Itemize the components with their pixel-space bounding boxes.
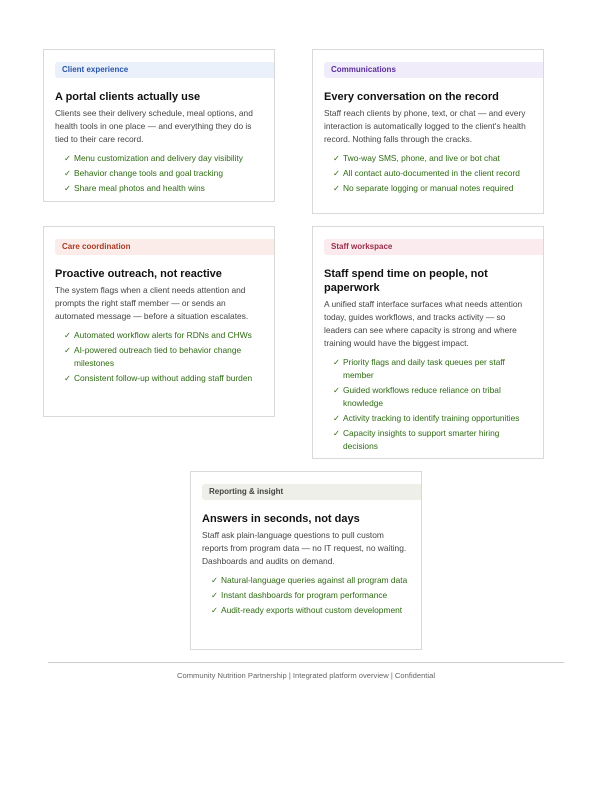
card-reporting-insight: [190, 471, 422, 650]
check-icon: ✓: [333, 183, 341, 193]
feature-item: ✓ Behavior change tools and goal tracking: [64, 168, 223, 178]
check-icon: ✓: [64, 168, 72, 178]
check-icon: ✓: [64, 153, 72, 163]
feature-item: ✓ Consistent follow-up without adding staff burden: [64, 373, 253, 383]
feature-list: [55, 152, 263, 195]
feature-list: [55, 329, 263, 385]
check-icon: ✓: [211, 590, 219, 600]
card-tag: Reporting & insight: [202, 484, 421, 500]
feature-item: ✓ Two-way SMS, phone, and live or bot chat: [333, 153, 500, 163]
feature-item: ✓ Guided workflows reduce reliance on tribal knowledge: [333, 385, 501, 408]
check-icon: ✓: [333, 153, 341, 163]
feature-list: [202, 574, 410, 617]
check-icon: ✓: [64, 330, 72, 340]
card-title: Every conversation on the record: [324, 91, 499, 103]
feature-list: [324, 152, 532, 195]
feature-item: ✓ Priority flags and daily task queues per staff member: [333, 357, 505, 380]
card-communications: [312, 49, 544, 214]
card-description: The system flags when a client needs attention and prompts the right staff member — or sends an automated message — before a situation escalates.: [55, 285, 249, 321]
feature-item: ✓ Activity tracking to identify training opportunities: [333, 413, 520, 423]
feature-item: ✓ Menu customization and delivery day visibility: [64, 153, 243, 163]
check-icon: ✓: [333, 385, 341, 395]
card-tag: Staff workspace: [324, 239, 543, 255]
feature-item: ✓ Natural-language queries against all program data: [211, 575, 408, 585]
check-icon: ✓: [211, 575, 219, 585]
feature-item: ✓ Automated workflow alerts for RDNs and CHWs: [64, 330, 252, 340]
check-icon: ✓: [64, 373, 72, 383]
check-icon: ✓: [211, 605, 219, 615]
feature-item: ✓ AI-powered outreach tied to behavior change milestones: [64, 345, 242, 368]
feature-list: [324, 356, 532, 453]
check-icon: ✓: [333, 357, 341, 367]
card-care-coordination: [43, 226, 275, 417]
feature-item: ✓ Instant dashboards for program performance: [211, 590, 388, 600]
check-icon: ✓: [333, 413, 341, 423]
card-title: Answers in seconds, not days: [202, 513, 360, 525]
feature-item: ✓ All contact auto-documented in the client record: [333, 168, 520, 178]
check-icon: ✓: [64, 345, 72, 355]
page-footer: Community Nutrition Partnership | Integrated platform overview | Confidential: [176, 671, 436, 680]
check-icon: ✓: [333, 428, 341, 438]
card-description: Staff reach clients by phone, text, or chat — and every interaction is automatically logged to the client's health record. Nothing falls through the cracks.: [324, 108, 526, 144]
card-tag: Care coordination: [55, 239, 274, 255]
card-tag: Communications: [324, 62, 543, 78]
card-description: Staff ask plain-language questions to pull custom reports from program data — no IT request, no waiting. Dashboards and audits on demand.: [202, 530, 407, 566]
card-description: A unified staff interface surfaces what needs attention today, guides workflows, and tracks activity — so leaders can see where capacity is strong and where training would have the biggest impact.: [324, 299, 523, 348]
feature-item: ✓ Share meal photos and health wins: [64, 183, 205, 193]
card-description: Clients see their delivery schedule, meal options, and health tools in one place — and everything they do is tied to their care record.: [55, 108, 253, 144]
feature-item: ✓ No separate logging or manual notes required: [333, 183, 514, 193]
card-title: A portal clients actually use: [55, 91, 201, 103]
feature-item: ✓ Audit-ready exports without custom development: [211, 605, 403, 615]
footer-divider: [48, 662, 564, 663]
feature-item: ✓ Capacity insights to support smarter hiring decisions: [333, 428, 500, 451]
card-title: Staff spend time on people, not paperwork: [324, 268, 488, 294]
card-tag: Client experience: [55, 62, 274, 78]
card-client-experience: [43, 49, 275, 202]
card-staff-workspace: [312, 226, 544, 459]
check-icon: ✓: [64, 183, 72, 193]
check-icon: ✓: [333, 168, 341, 178]
card-title: Proactive outreach, not reactive: [55, 268, 222, 280]
